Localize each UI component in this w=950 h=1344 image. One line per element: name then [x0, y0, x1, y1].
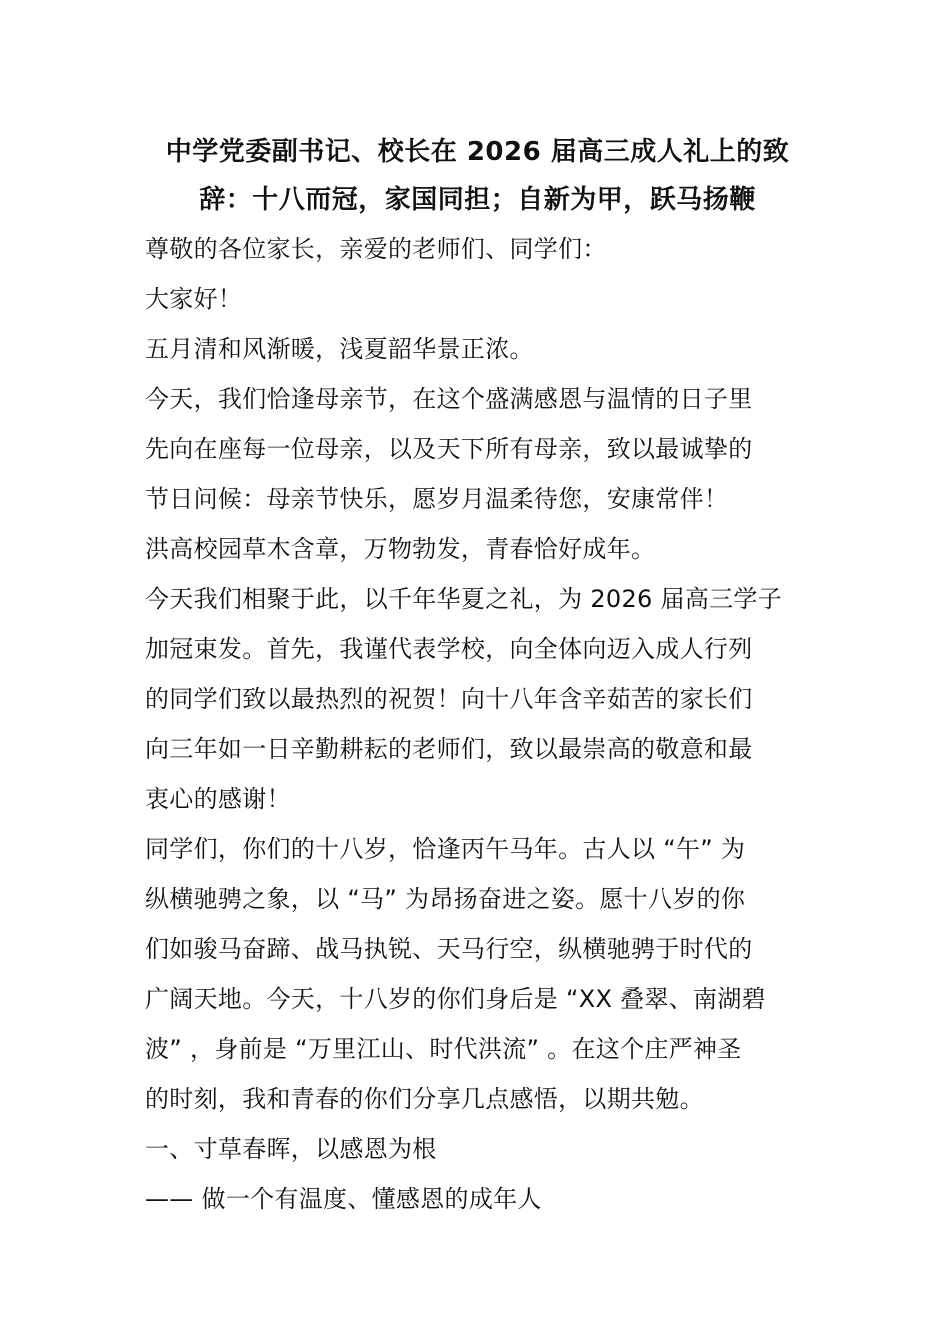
- mothers-day-paragraph: [145, 374, 810, 524]
- text-line: 衷心的感谢！: [145, 785, 291, 813]
- title-line: 中学党委副书记、校长在 2026 届高三成人礼上的致: [165, 137, 790, 167]
- text-line: 广阔天地。今天，十八岁的你们身后是 “XX 叠翠、南湖碧: [145, 985, 766, 1013]
- text-line: 先向在座每一位母亲，以及天下所有母亲，致以最诚挚的: [145, 435, 753, 463]
- text-line: —— 做一个有温度、懂感恩的成年人: [145, 1185, 542, 1213]
- ceremony-paragraph: [145, 574, 810, 824]
- salutation-paragraph: [145, 224, 810, 274]
- text-line: 们如骏马奋蹄、战马执锐、天马行空，纵横驰骋于时代的: [145, 935, 753, 963]
- season-paragraph: [145, 324, 810, 374]
- text-line: 今天我们相聚于此，以千年华夏之礼，为 2026 届高三学子: [145, 585, 783, 613]
- section-heading-1: [145, 1124, 810, 1174]
- text-line: 五月清和风渐暖，浅夏韶华景正浓。: [145, 335, 534, 363]
- text-line: 向三年如一日辛勤耕耘的老师们，致以最崇高的敬意和最: [145, 735, 753, 763]
- text-line: 洪高校园草木含章，万物勃发，青春恰好成年。: [145, 535, 656, 563]
- text-line: 尊敬的各位家长，亲爱的老师们、同学们：: [145, 235, 607, 263]
- document-title: [145, 128, 810, 224]
- text-line: 大家好！: [145, 285, 243, 313]
- greeting-paragraph: [145, 274, 810, 324]
- title-line: 辞：十八而冠，家国同担；自新为甲，跃马扬鞭: [199, 185, 756, 215]
- text-line: 的时刻，我和青春的你们分享几点感悟，以期共勉。: [145, 1085, 704, 1113]
- document-page: [145, 128, 810, 1224]
- text-line: 的同学们致以最热烈的祝贺！向十八年含辛茹苦的家长们: [145, 685, 753, 713]
- text-line: 加冠束发。首先，我谨代表学校，向全体向迈入成人行列: [145, 635, 753, 663]
- text-line: 一、寸草春晖，以感恩为根: [145, 1135, 437, 1163]
- document-body: [145, 224, 810, 1224]
- section-subheading-1: [145, 1174, 810, 1224]
- text-line: 波” ，身前是 “万里江山、时代洪流” 。在这个庄严神圣: [145, 1035, 742, 1063]
- text-line: 今天，我们恰逢母亲节，在这个盛满感恩与温情的日子里: [145, 385, 753, 413]
- horse-year-paragraph: [145, 824, 810, 1124]
- text-line: 同学们，你们的十八岁，恰逢丙午马年。古人以 “午” 为: [145, 835, 746, 863]
- text-line: 节日问候：母亲节快乐，愿岁月温柔待您，安康常伴！: [145, 485, 729, 513]
- campus-paragraph: [145, 524, 810, 574]
- text-line: 纵横驰骋之象，以 “马” 为昂扬奋进之姿。愿十八岁的你: [145, 885, 746, 913]
